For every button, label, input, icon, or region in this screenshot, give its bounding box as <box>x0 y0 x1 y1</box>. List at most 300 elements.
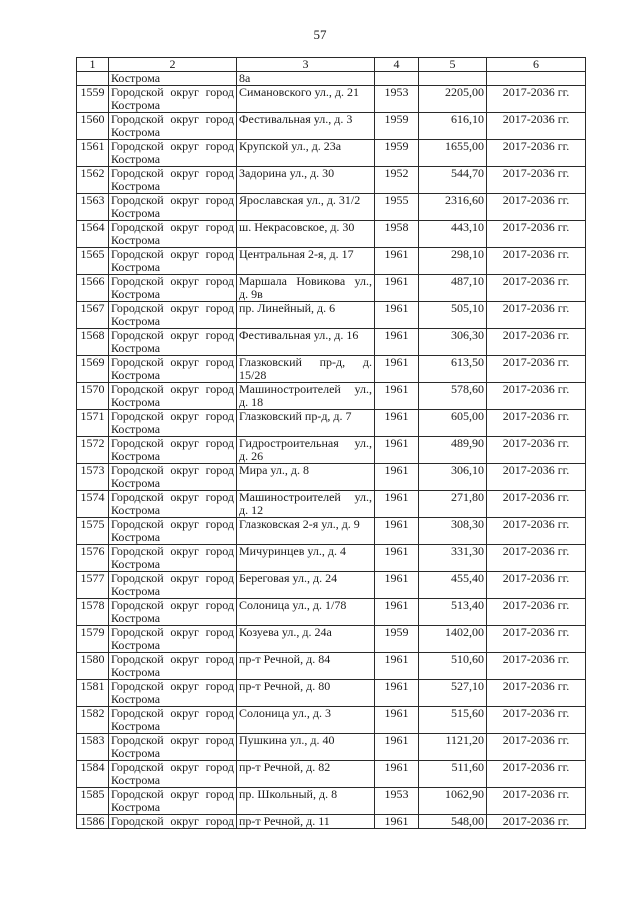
cell-address <box>237 572 375 599</box>
address-line: пр. Школьный, д. 8 <box>239 787 338 801</box>
district-line: Кострома <box>111 341 161 355</box>
cell-num: 1559 <box>77 86 109 113</box>
district-line: Городской округ город <box>111 787 234 801</box>
district-line: Городской округ город <box>111 733 234 747</box>
cell-address <box>237 464 375 491</box>
district-line: Кострома <box>111 584 161 598</box>
cell-area: 2316,60 <box>419 194 487 221</box>
cell-num: 1566 <box>77 275 109 302</box>
cell-area: 505,10 <box>419 302 487 329</box>
cell-num: 1581 <box>77 680 109 707</box>
table-row <box>77 464 586 491</box>
address-line: Машиностроителей ул., <box>239 490 372 504</box>
district-line: Кострома <box>111 692 161 706</box>
district-line: Кострома <box>111 368 161 382</box>
district-line: Городской округ город <box>111 382 234 396</box>
cell-num: 1569 <box>77 356 109 383</box>
address-line: Задорина ул., д. 30 <box>239 166 335 180</box>
cell-area: 527,10 <box>419 680 487 707</box>
cell-district <box>109 707 237 734</box>
address-line: ш. Некрасовское, д. 30 <box>239 220 355 234</box>
cell-district <box>109 680 237 707</box>
cell-area: 578,60 <box>419 383 487 410</box>
cell-district <box>109 221 237 248</box>
cell-year: 1961 <box>375 572 419 599</box>
cell-district <box>109 167 237 194</box>
page-number: 57 <box>313 27 327 42</box>
district-line: Городской округ город <box>111 139 234 153</box>
cell-area: 513,40 <box>419 599 487 626</box>
cell-area <box>419 72 487 86</box>
cell-year: 1961 <box>375 383 419 410</box>
table-row <box>77 491 586 518</box>
cell-period: 2017-2036 гг. <box>487 491 586 518</box>
cell-area: 271,80 <box>419 491 487 518</box>
cell-year: 1961 <box>375 815 419 829</box>
cell-year: 1961 <box>375 491 419 518</box>
district-line: Кострома <box>111 503 161 517</box>
district-line: Городской округ город <box>111 355 234 369</box>
cell-num: 1586 <box>77 815 109 829</box>
district-line: Городской округ город <box>111 85 234 99</box>
cell-area: 308,30 <box>419 518 487 545</box>
address-line: пр-т Речной, д. 84 <box>239 652 331 666</box>
cell-address: 8а <box>237 72 375 86</box>
cell-period: 2017-2036 гг. <box>487 248 586 275</box>
cell-address <box>237 680 375 707</box>
cell-year: 1961 <box>375 653 419 680</box>
address-line: Солоница ул., д. 1/78 <box>239 598 347 612</box>
district-line: Кострома <box>111 395 161 409</box>
district-line: Городской округ город <box>111 814 234 828</box>
cell-year: 1961 <box>375 599 419 626</box>
cell-district <box>109 140 237 167</box>
district-line: Городской округ город <box>111 193 234 207</box>
table-row <box>77 788 586 815</box>
cell-num: 1584 <box>77 761 109 788</box>
district-line: Городской округ город <box>111 112 234 126</box>
district-line: Городской округ город <box>111 463 234 477</box>
cell-year: 1959 <box>375 626 419 653</box>
cell-district <box>109 572 237 599</box>
table-row <box>77 599 586 626</box>
district-line: Кострома <box>111 152 161 166</box>
cell-area: 455,40 <box>419 572 487 599</box>
cell-period: 2017-2036 гг. <box>487 599 586 626</box>
address-line: Гидростроительная ул., <box>239 436 372 450</box>
cell-address <box>237 302 375 329</box>
cell-period: 2017-2036 гг. <box>487 356 586 383</box>
cell-area: 511,60 <box>419 761 487 788</box>
district-line: Кострома <box>111 476 161 490</box>
table-row <box>77 86 586 113</box>
cell-num: 1579 <box>77 626 109 653</box>
cell-period: 2017-2036 гг. <box>487 518 586 545</box>
cell-year: 1961 <box>375 464 419 491</box>
cell-area: 1062,90 <box>419 788 487 815</box>
cell-area: 331,30 <box>419 545 487 572</box>
address-line: Маршала Новикова ул., <box>239 274 372 288</box>
cell-area: 306,30 <box>419 329 487 356</box>
cell-district <box>109 599 237 626</box>
cell-period: 2017-2036 гг. <box>487 626 586 653</box>
cell-period: 2017-2036 гг. <box>487 815 586 829</box>
cell-district <box>109 383 237 410</box>
address-line: пр. Линейный, д. 6 <box>239 301 336 315</box>
address-line: Центральная 2-я, д. 17 <box>239 247 354 261</box>
cell-num: 1570 <box>77 383 109 410</box>
cell-year: 1955 <box>375 194 419 221</box>
table-row <box>77 815 586 829</box>
cell-year: 1959 <box>375 140 419 167</box>
district-line: Кострома <box>111 719 161 733</box>
column-header: 4 <box>375 58 419 72</box>
district-line: Городской округ город <box>111 328 234 342</box>
cell-address <box>237 491 375 518</box>
address-line: пр-т Речной, д. 82 <box>239 760 331 774</box>
cell-district <box>109 464 237 491</box>
district-line: Городской округ город <box>111 409 234 423</box>
cell-address <box>237 167 375 194</box>
district-line: Городской округ город <box>111 436 234 450</box>
table-row <box>77 113 586 140</box>
housing-registry-table <box>76 57 586 829</box>
continuation-row <box>77 72 586 86</box>
address-line: Береговая ул., д. 24 <box>239 571 338 585</box>
cell-year <box>375 72 419 86</box>
address-line: пр-т Речной, д. 80 <box>239 679 331 693</box>
cell-period: 2017-2036 гг. <box>487 410 586 437</box>
district-line: Городской округ город <box>111 220 234 234</box>
cell-district <box>109 302 237 329</box>
district-line: Кострома <box>111 179 161 193</box>
cell-district <box>109 545 237 572</box>
cell-period: 2017-2036 гг. <box>487 788 586 815</box>
cell-address <box>237 734 375 761</box>
column-header: 1 <box>77 58 109 72</box>
address-line: Козуева ул., д. 24а <box>239 625 332 639</box>
district-line: Кострома <box>111 260 161 274</box>
cell-year: 1961 <box>375 302 419 329</box>
cell-num: 1580 <box>77 653 109 680</box>
cell-period: 2017-2036 гг. <box>487 707 586 734</box>
cell-period: 2017-2036 гг. <box>487 572 586 599</box>
cell-year: 1961 <box>375 545 419 572</box>
cell-address <box>237 248 375 275</box>
cell-period: 2017-2036 гг. <box>487 653 586 680</box>
address-line: д. 9в <box>239 287 263 301</box>
district-line: Кострома <box>111 773 161 787</box>
cell-area: 298,10 <box>419 248 487 275</box>
district-line: Кострома <box>111 233 161 247</box>
district-line: Городской округ город <box>111 679 234 693</box>
cell-period: 2017-2036 гг. <box>487 86 586 113</box>
column-header: 2 <box>109 58 237 72</box>
cell-period: 2017-2036 гг. <box>487 437 586 464</box>
cell-num <box>77 72 109 86</box>
cell-area: 544,70 <box>419 167 487 194</box>
address-line: Пушкина ул., д. 40 <box>239 733 335 747</box>
cell-num: 1582 <box>77 707 109 734</box>
district-line: Городской округ город <box>111 517 234 531</box>
district-line: Кострома <box>111 746 161 760</box>
cell-district <box>109 518 237 545</box>
cell-period: 2017-2036 гг. <box>487 302 586 329</box>
cell-district <box>109 194 237 221</box>
cell-period: 2017-2036 гг. <box>487 680 586 707</box>
cell-period: 2017-2036 гг. <box>487 140 586 167</box>
cell-year: 1953 <box>375 788 419 815</box>
cell-num: 1575 <box>77 518 109 545</box>
address-line: Машиностроителей ул., <box>239 382 372 396</box>
cell-district <box>109 275 237 302</box>
cell-address: пр-т Речной, д. 11 <box>237 815 375 829</box>
table-row <box>77 518 586 545</box>
cell-district <box>109 761 237 788</box>
district-line: Городской округ город <box>111 301 234 315</box>
table-row <box>77 356 586 383</box>
district-line: Кострома <box>111 125 161 139</box>
address-line: Симановского ул., д. 21 <box>239 85 360 99</box>
cell-area: 515,60 <box>419 707 487 734</box>
address-line: д. 18 <box>239 395 264 409</box>
cell-address <box>237 410 375 437</box>
address-line: Фестивальная ул., д. 16 <box>239 328 359 342</box>
cell-year: 1952 <box>375 167 419 194</box>
cell-year: 1961 <box>375 707 419 734</box>
cell-period: 2017-2036 гг. <box>487 275 586 302</box>
address-line: д. 12 <box>239 503 264 517</box>
cell-year: 1961 <box>375 329 419 356</box>
address-line: Ярославская ул., д. 31/2 <box>239 193 361 207</box>
cell-district <box>109 329 237 356</box>
cell-area: 2205,00 <box>419 86 487 113</box>
district-line: Городской округ город <box>111 247 234 261</box>
district-line: Кострома <box>111 611 161 625</box>
district-line: Городской округ город <box>111 571 234 585</box>
cell-num: 1573 <box>77 464 109 491</box>
cell-address <box>237 275 375 302</box>
cell-address <box>237 761 375 788</box>
cell-year: 1961 <box>375 356 419 383</box>
cell-year: 1961 <box>375 680 419 707</box>
cell-num: 1576 <box>77 545 109 572</box>
cell-address <box>237 599 375 626</box>
cell-year: 1961 <box>375 437 419 464</box>
cell-num: 1583 <box>77 734 109 761</box>
cell-num: 1564 <box>77 221 109 248</box>
cell-num: 1574 <box>77 491 109 518</box>
cell-district <box>109 734 237 761</box>
district-line: Кострома <box>111 206 161 220</box>
cell-area: 489,90 <box>419 437 487 464</box>
cell-year: 1959 <box>375 113 419 140</box>
district-line: Кострома <box>111 314 161 328</box>
address-line: Солоница ул., д. 3 <box>239 706 331 720</box>
table-row <box>77 680 586 707</box>
address-line: Мичуринцев ул., д. 4 <box>239 544 346 558</box>
cell-num: 1560 <box>77 113 109 140</box>
table-row <box>77 140 586 167</box>
cell-period: 2017-2036 гг. <box>487 734 586 761</box>
cell-period: 2017-2036 гг. <box>487 167 586 194</box>
table-row <box>77 545 586 572</box>
cell-num: 1562 <box>77 167 109 194</box>
cell-area: 510,60 <box>419 653 487 680</box>
table-row <box>77 734 586 761</box>
address-line: 15/28 <box>239 368 267 382</box>
cell-year: 1961 <box>375 275 419 302</box>
table-body <box>77 72 586 815</box>
district-line: Городской округ город <box>111 544 234 558</box>
district-line: Городской округ город <box>111 760 234 774</box>
district-line: Кострома <box>111 287 161 301</box>
cell-area: 605,00 <box>419 410 487 437</box>
table-row <box>77 221 586 248</box>
cell-area: 616,10 <box>419 113 487 140</box>
table-row <box>77 383 586 410</box>
table-row <box>77 410 586 437</box>
cell-num: 1585 <box>77 788 109 815</box>
cell-area: 1402,00 <box>419 626 487 653</box>
cell-area: 487,10 <box>419 275 487 302</box>
table-row <box>77 707 586 734</box>
address-line: Фестивальная ул., д. 3 <box>239 112 353 126</box>
cell-district <box>109 788 237 815</box>
district-line: Кострома <box>111 638 161 652</box>
cell-address <box>237 356 375 383</box>
address-line: Мира ул., д. 8 <box>239 463 309 477</box>
cell-district <box>109 653 237 680</box>
district-line: Кострома <box>111 557 161 571</box>
table-row <box>77 248 586 275</box>
table-row <box>77 302 586 329</box>
cell-address <box>237 383 375 410</box>
cell-area: 443,10 <box>419 221 487 248</box>
cell-num: 1563 <box>77 194 109 221</box>
cell-period <box>487 72 586 86</box>
cell-year: 1961 <box>375 248 419 275</box>
cell-district <box>109 248 237 275</box>
table-row <box>77 329 586 356</box>
cell-address <box>237 221 375 248</box>
cell-district <box>109 86 237 113</box>
cell-period: 2017-2036 гг. <box>487 221 586 248</box>
district-line: Кострома <box>111 530 161 544</box>
cell-area: 1121,20 <box>419 734 487 761</box>
cell-address <box>237 518 375 545</box>
table-row <box>77 437 586 464</box>
cell-district <box>109 410 237 437</box>
cell-period: 2017-2036 гг. <box>487 383 586 410</box>
cell-area: 613,50 <box>419 356 487 383</box>
column-number-row <box>77 58 586 72</box>
cell-district <box>109 815 237 829</box>
address-line: д. 26 <box>239 449 264 463</box>
cell-address <box>237 329 375 356</box>
district-line: Городской округ город <box>111 166 234 180</box>
district-line: Городской округ город <box>111 274 234 288</box>
cell-year: 1961 <box>375 761 419 788</box>
cell-num: 1568 <box>77 329 109 356</box>
cell-num: 1578 <box>77 599 109 626</box>
cell-district <box>109 491 237 518</box>
cell-year: 1961 <box>375 518 419 545</box>
table-row <box>77 761 586 788</box>
cell-address <box>237 113 375 140</box>
district-line: Городской округ город <box>111 652 234 666</box>
cell-period: 2017-2036 гг. <box>487 194 586 221</box>
column-header: 5 <box>419 58 487 72</box>
cell-address <box>237 788 375 815</box>
cell-district <box>109 626 237 653</box>
cell-period: 2017-2036 гг. <box>487 545 586 572</box>
table-row <box>77 572 586 599</box>
column-header: 3 <box>237 58 375 72</box>
district-line: Кострома <box>111 800 161 814</box>
cell-period: 2017-2036 гг. <box>487 761 586 788</box>
address-line: Глазковский пр-д, д. 7 <box>239 409 352 423</box>
cell-area: 306,10 <box>419 464 487 491</box>
cell-num: 1561 <box>77 140 109 167</box>
cell-district: Кострома <box>109 72 237 86</box>
district-line: Городской округ город <box>111 598 234 612</box>
cell-year: 1953 <box>375 86 419 113</box>
district-line: Кострома <box>111 665 161 679</box>
table-row <box>77 194 586 221</box>
cell-district <box>109 437 237 464</box>
district-line: Кострома <box>111 98 161 112</box>
cell-num: 1567 <box>77 302 109 329</box>
cell-year: 1961 <box>375 410 419 437</box>
cell-area: 548,00 <box>419 815 487 829</box>
address-line: Глазковский пр-д, д. <box>239 355 372 369</box>
cell-district <box>109 356 237 383</box>
cell-num: 1571 <box>77 410 109 437</box>
table-row <box>77 275 586 302</box>
cell-num: 1572 <box>77 437 109 464</box>
district-line: Городской округ город <box>111 706 234 720</box>
address-line: Крупской ул., д. 23а <box>239 139 342 153</box>
cell-address <box>237 653 375 680</box>
table-row <box>77 167 586 194</box>
cell-period: 2017-2036 гг. <box>487 464 586 491</box>
cell-district <box>109 113 237 140</box>
cell-year: 1961 <box>375 734 419 761</box>
district-line: Городской округ город <box>111 490 234 504</box>
cell-address <box>237 626 375 653</box>
table-row <box>77 653 586 680</box>
cell-area: 1655,00 <box>419 140 487 167</box>
district-line: Кострома <box>111 422 161 436</box>
cell-num: 1565 <box>77 248 109 275</box>
cell-period: 2017-2036 гг. <box>487 113 586 140</box>
address-line: Глазковская 2-я ул., д. 9 <box>239 517 360 531</box>
cell-address <box>237 86 375 113</box>
cell-address <box>237 437 375 464</box>
cell-address <box>237 545 375 572</box>
cell-num: 1577 <box>77 572 109 599</box>
column-header: 6 <box>487 58 586 72</box>
cell-address <box>237 194 375 221</box>
table-row <box>77 626 586 653</box>
district-line: Городской округ город <box>111 625 234 639</box>
cell-year: 1958 <box>375 221 419 248</box>
cell-period: 2017-2036 гг. <box>487 329 586 356</box>
district-line: Кострома <box>111 449 161 463</box>
cell-address <box>237 707 375 734</box>
cell-address <box>237 140 375 167</box>
